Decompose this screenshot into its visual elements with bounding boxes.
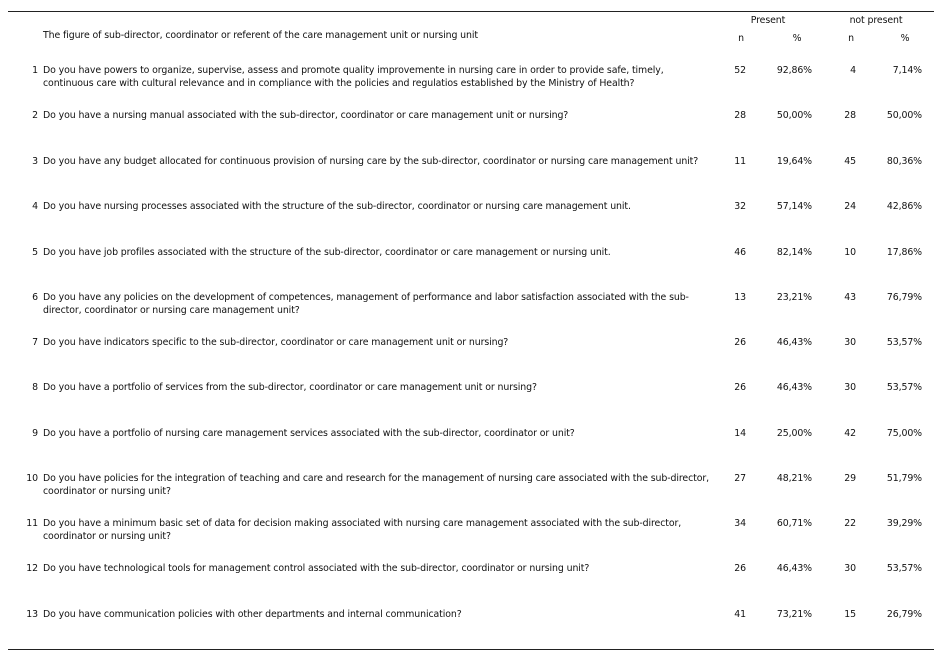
not-present-n-cell: 10: [844, 247, 856, 258]
table-row: [0, 337, 934, 367]
not-present-n-cell: 43: [844, 292, 856, 303]
present-pct-cell: 48,21%: [776, 473, 812, 484]
present-pct-cell: 46,43%: [776, 337, 812, 348]
present-pct-cell: 46,43%: [776, 382, 812, 393]
table-row: [0, 110, 934, 140]
present-n-cell: 27: [734, 473, 746, 484]
present-n-cell: 34: [734, 518, 746, 529]
row-question: Do you have a nursing manual associated with the sub-director, coordinator or care management unit or nursing?: [43, 110, 569, 121]
row-question: Do you have powers to organize, supervise, assess and promote quality improvemente in nursing care in order to provide safe, timely, continuous care with cultural relevance and in compliance with the policies and regulatios established by the Ministry of Health?: [43, 65, 664, 89]
not-present-pct-cell: 53,57%: [886, 563, 922, 574]
present-n-cell: 26: [734, 382, 746, 393]
not-present-n-cell: 30: [844, 337, 856, 348]
not-present-n-cell: 22: [844, 518, 856, 529]
table-row: [0, 563, 934, 593]
present-pct-cell: 19,64%: [776, 156, 812, 167]
row-question: Do you have a portfolio of services from the sub-director, coordinator or care management unit or nursing?: [43, 382, 537, 393]
table-row: [0, 518, 934, 548]
table-row: [0, 156, 934, 186]
present-n-cell: 52: [734, 65, 746, 76]
row-question: Do you have a minimum basic set of data for decision making associated with nursing care management associated with the sub-director, coordinator or nursing unit?: [43, 518, 682, 542]
table-row: [0, 382, 934, 412]
not-present-n-cell: 42: [844, 428, 856, 439]
not-present-pct-header: %: [900, 33, 910, 44]
not-present-n-cell: 28: [844, 110, 856, 121]
present-n-cell: 14: [734, 428, 746, 439]
not-present-pct-cell: 76,79%: [886, 292, 922, 303]
table-title: The figure of sub-director, coordinator or referent of the care management unit or nursing unit: [43, 30, 478, 41]
row-number: 10: [26, 473, 38, 484]
present-pct-cell: 57,14%: [776, 201, 812, 212]
row-question: Do you have nursing processes associated with the structure of the sub-director, coordinator or nursing care management unit.: [43, 201, 631, 212]
present-pct-cell: 60,71%: [776, 518, 812, 529]
not-present-pct-cell: 42,86%: [886, 201, 922, 212]
present-pct-cell: 50,00%: [776, 110, 812, 121]
row-question: Do you have any budget allocated for continuous provision of nursing care by the sub-director, coordinator or nursing care management unit?: [43, 156, 699, 167]
present-pct-cell: 73,21%: [776, 609, 812, 620]
not-present-pct-cell: 17,86%: [886, 247, 922, 258]
not-present-pct-cell: 80,36%: [886, 156, 922, 167]
not-present-pct-cell: 50,00%: [886, 110, 922, 121]
present-group-header: Present: [750, 15, 786, 26]
row-question: Do you have technological tools for management control associated with the sub-director, coordinator or nursing unit?: [43, 563, 590, 574]
present-n-cell: 11: [734, 156, 746, 167]
not-present-pct-cell: 53,57%: [886, 382, 922, 393]
present-pct-cell: 25,00%: [776, 428, 812, 439]
present-pct-cell: 92,86%: [776, 65, 812, 76]
not-present-pct-cell: 7,14%: [892, 65, 922, 76]
bottom-rule: [8, 649, 934, 650]
not-present-n-cell: 15: [844, 609, 856, 620]
row-number: 12: [26, 563, 38, 574]
not-present-pct-cell: 39,29%: [886, 518, 922, 529]
row-number: 2: [32, 110, 38, 121]
present-n-cell: 41: [734, 609, 746, 620]
present-n-cell: 26: [734, 563, 746, 574]
not-present-n-header: n: [848, 33, 854, 44]
row-question: Do you have indicators specific to the sub-director, coordinator or care management unit or nursing?: [43, 337, 509, 348]
not-present-pct-cell: 26,79%: [886, 609, 922, 620]
table-row: [0, 65, 934, 95]
row-question: Do you have job profiles associated with the structure of the sub-director, coordinator or care management or nursing unit.: [43, 247, 611, 258]
table-row: [0, 428, 934, 458]
row-number: 9: [32, 428, 38, 439]
not-present-n-cell: 29: [844, 473, 856, 484]
present-n-cell: 32: [734, 201, 746, 212]
row-number: 11: [26, 518, 38, 529]
table-row: [0, 609, 934, 639]
row-question: Do you have any policies on the development of competences, management of performance and labor satisfaction associated with the sub-director, coordinator or nursing care management unit?: [43, 292, 689, 316]
table-row: [0, 201, 934, 231]
present-n-cell: 26: [734, 337, 746, 348]
row-number: 4: [32, 201, 38, 212]
row-question: Do you have communication policies with other departments and internal communication?: [43, 609, 462, 620]
present-n-cell: 13: [734, 292, 746, 303]
not-present-n-cell: 30: [844, 382, 856, 393]
not-present-n-cell: 45: [844, 156, 856, 167]
row-number: 6: [32, 292, 38, 303]
row-number: 5: [32, 247, 38, 258]
not-present-n-cell: 24: [844, 201, 856, 212]
not-present-pct-cell: 75,00%: [886, 428, 922, 439]
present-n-header: n: [738, 33, 744, 44]
row-number: 8: [32, 382, 38, 393]
row-number: 3: [32, 156, 38, 167]
not-present-pct-cell: 51,79%: [886, 473, 922, 484]
row-question: Do you have policies for the integration of teaching and care and research for the management of nursing care associated with the sub-director, coordinator or nursing unit?: [43, 473, 709, 497]
table-row: [0, 247, 934, 277]
not-present-pct-cell: 53,57%: [886, 337, 922, 348]
not-present-n-cell: 30: [844, 563, 856, 574]
row-number: 13: [26, 609, 38, 620]
row-question: Do you have a portfolio of nursing care management services associated with the sub-director, coordinator or unit?: [43, 428, 575, 439]
table-row: [0, 292, 934, 322]
table-row: [0, 473, 934, 503]
present-pct-cell: 82,14%: [776, 247, 812, 258]
present-n-cell: 46: [734, 247, 746, 258]
present-pct-cell: 46,43%: [776, 563, 812, 574]
not-present-group-header: not present: [849, 15, 903, 26]
present-n-cell: 28: [734, 110, 746, 121]
top-rule: [8, 11, 934, 12]
not-present-n-cell: 4: [850, 65, 856, 76]
present-pct-cell: 23,21%: [776, 292, 812, 303]
present-pct-header: %: [792, 33, 802, 44]
row-number: 7: [32, 337, 38, 348]
row-number: 1: [32, 65, 38, 76]
